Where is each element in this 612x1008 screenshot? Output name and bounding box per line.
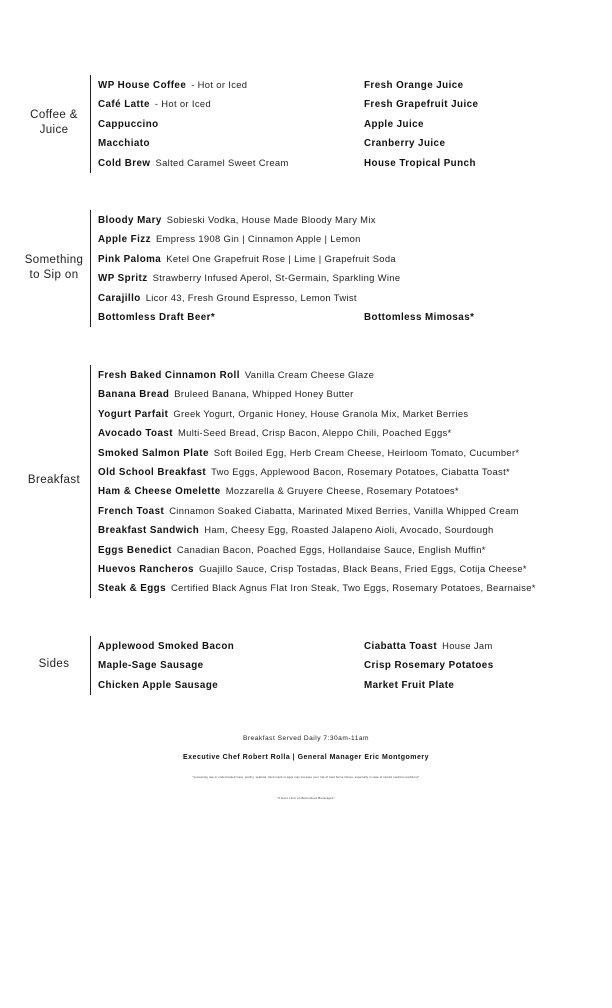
menu-item <box>364 675 454 694</box>
menu-item <box>98 210 376 229</box>
menu-item <box>98 423 452 442</box>
menu-item-name: Fresh Orange Juice <box>364 80 464 91</box>
menu-item <box>98 384 354 403</box>
menu-item-name: Ham & Cheese Omelette <box>98 486 221 498</box>
menu-item-description: - Hot or Iced <box>191 79 248 90</box>
menu-item <box>364 133 445 152</box>
menu-item <box>98 636 234 655</box>
menu-item <box>98 404 468 423</box>
menu-item-name: Huevos Rancheros <box>98 564 194 575</box>
menu-item <box>98 578 536 597</box>
bottomless-limit-note: *2 Hour Limit on Bottomless Beverages* <box>277 796 335 800</box>
menu-item <box>364 153 476 172</box>
menu-item <box>364 94 478 113</box>
menu-item <box>98 229 361 248</box>
menu-item-name: Avocado Toast <box>98 428 173 440</box>
menu-item-description: Salted Caramel Sweet Cream <box>155 156 289 168</box>
menu-item <box>98 288 357 307</box>
menu-item <box>98 153 289 172</box>
menu-item-name: Yogurt Parfait <box>98 408 169 420</box>
menu-item-name: French Toast <box>98 505 165 517</box>
menu-item <box>98 655 204 674</box>
menu-item-name: Cappuccino <box>98 118 159 130</box>
menu-item <box>98 94 211 113</box>
menu-item-name: Eggs Benedict <box>98 544 172 556</box>
menu-item-description: Cinnamon Soaked Ciabatta, Marinated Mixed Berries, Vanilla Whipped Cream <box>169 504 519 516</box>
menu-item-description: Empress 1908 Gin | Cinnamon Apple | Lemon <box>155 233 361 245</box>
menu-item-name: Ciabatta Toast <box>364 641 438 652</box>
menu-item-name: Café Latte <box>98 99 150 111</box>
section-label-sip <box>18 253 90 283</box>
section-divider <box>90 210 91 327</box>
menu-item-description: Two Eggs, Applewood Bacon, Rosemary Potatoes, Ciabatta Toast* <box>211 466 511 477</box>
menu-item-description: Canadian Bacon, Poached Eggs, Hollandaise Sauce, English Muffin* <box>176 543 486 555</box>
menu-item-description: - Hot or Iced <box>154 98 212 110</box>
menu-item-name: Smoked Salmon Plate <box>98 447 209 459</box>
menu-item <box>98 307 215 326</box>
menu-item-name: Applewood Smoked Bacon <box>98 641 235 652</box>
label-line: to Sip on <box>29 269 79 281</box>
menu-item <box>98 133 150 152</box>
menu-item <box>98 443 519 462</box>
menu-item-description: Multi-Seed Bread, Crisp Bacon, Aleppo Chili, Poached Eggs* <box>177 427 452 439</box>
food-safety-warning: *consuming raw or undercooked meat, poultry, seafood, shell stock or eggs may increase your risk of food borne illness, especially in case of certain medical conditions* <box>192 776 420 779</box>
menu-item-description: House Jam <box>442 640 493 651</box>
menu-item-description: Vanilla Cream Cheese Glaze <box>244 369 375 380</box>
menu-item-name: Banana Bread <box>98 389 170 401</box>
menu-item <box>98 559 527 578</box>
label-line: Something <box>24 254 84 266</box>
section-divider <box>90 636 91 695</box>
menu-item-name: Market Fruit Plate <box>364 679 455 691</box>
menu-item-name: Bottomless Mimosas* <box>364 312 475 323</box>
menu-item <box>364 655 494 674</box>
section-label-coffee-juice <box>18 108 90 138</box>
menu-item-name: Macchiato <box>98 138 150 150</box>
menu-item-name: Chicken Apple Sausage <box>98 679 219 691</box>
menu-item <box>98 114 159 133</box>
label-line: Breakfast <box>27 474 81 486</box>
menu-item-description: Soft Boiled Egg, Herb Cream Cheese, Heirloom Tomato, Cucumber* <box>213 446 520 458</box>
menu-item-description: Strawberry Infused Aperol, St-Germain, Sparkling Wine <box>152 272 401 284</box>
menu-item-name: House Tropical Punch <box>364 157 476 169</box>
menu-item <box>364 636 493 655</box>
menu-item-description: Licor 43, Fresh Ground Espresso, Lemon Twist <box>145 291 357 303</box>
menu-item-description: Mozzarella & Gruyere Cheese, Rosemary Potatoes* <box>225 485 459 497</box>
section-divider <box>90 75 91 173</box>
menu-item-name: WP Spritz <box>98 273 148 285</box>
menu-item-description: Certified Black Agnus Flat Iron Steak, Two Eggs, Rosemary Potatoes, Bearnaise* <box>171 582 536 594</box>
section-label-breakfast <box>18 473 90 488</box>
menu-item-name: Cold Brew <box>98 157 151 169</box>
menu-item-description: Sobieski Vodka, House Made Bloody Mary Mix <box>166 214 376 225</box>
menu-item-name: Old School Breakfast <box>98 467 207 478</box>
menu-item-name: Breakfast Sandwich <box>98 525 200 537</box>
label-line: Coffee & <box>30 109 78 121</box>
menu-item <box>98 249 396 268</box>
section-divider <box>90 365 91 598</box>
menu-item-name: Carajillo <box>98 292 141 304</box>
menu-item-name: Fresh Grapefruit Juice <box>364 99 479 111</box>
menu-item-name: Bottomless Draft Beer* <box>98 312 216 323</box>
service-hours: Breakfast Served Daily 7:30am-11am <box>242 735 370 742</box>
menu-item <box>98 365 374 384</box>
menu-item <box>98 675 218 694</box>
menu-item <box>364 114 424 133</box>
menu-item <box>364 307 474 326</box>
menu-item <box>98 75 247 94</box>
menu-item-name: Apple Fizz <box>98 234 151 246</box>
label-line: Juice <box>39 124 69 136</box>
label-line: Sides <box>38 658 70 670</box>
menu-item <box>98 520 494 539</box>
menu-item-description: Greek Yogurt, Organic Honey, House Granola Mix, Market Berries <box>173 407 469 419</box>
menu-item-name: WP House Coffee <box>98 80 187 91</box>
menu-item <box>98 462 510 481</box>
menu-item-name: Apple Juice <box>364 118 424 130</box>
menu-item-name: Fresh Baked Cinnamon Roll <box>98 370 240 381</box>
menu-item <box>98 268 400 287</box>
section-label-sides <box>18 657 90 672</box>
menu-item-name: Crisp Rosemary Potatoes <box>364 660 494 672</box>
menu-item <box>98 481 459 500</box>
chef-manager-credits: Executive Chef Robert Rolla | General Manager Eric Montgomery <box>182 754 429 761</box>
menu-item-description: Guajillo Sauce, Crisp Tostadas, Black Beans, Fried Eggs, Cotija Cheese* <box>198 563 527 574</box>
menu-item <box>98 540 486 559</box>
menu-item-name: Maple-Sage Sausage <box>98 660 204 672</box>
menu-item-description: Ham, Cheesy Egg, Roasted Jalapeno Aioli, Avocado, Sourdough <box>204 524 494 536</box>
menu-item-name: Bloody Mary <box>98 215 162 226</box>
menu-item-description: Ketel One Grapefruit Rose | Lime | Grapefruit Soda <box>166 252 396 264</box>
menu-item-name: Pink Paloma <box>98 253 162 265</box>
menu-item-name: Steak & Eggs <box>98 583 167 595</box>
menu-item-name: Cranberry Juice <box>364 138 446 150</box>
menu-item <box>364 75 464 94</box>
menu-item <box>98 501 519 520</box>
menu-item-description: Bruleed Banana, Whipped Honey Butter <box>174 388 354 400</box>
